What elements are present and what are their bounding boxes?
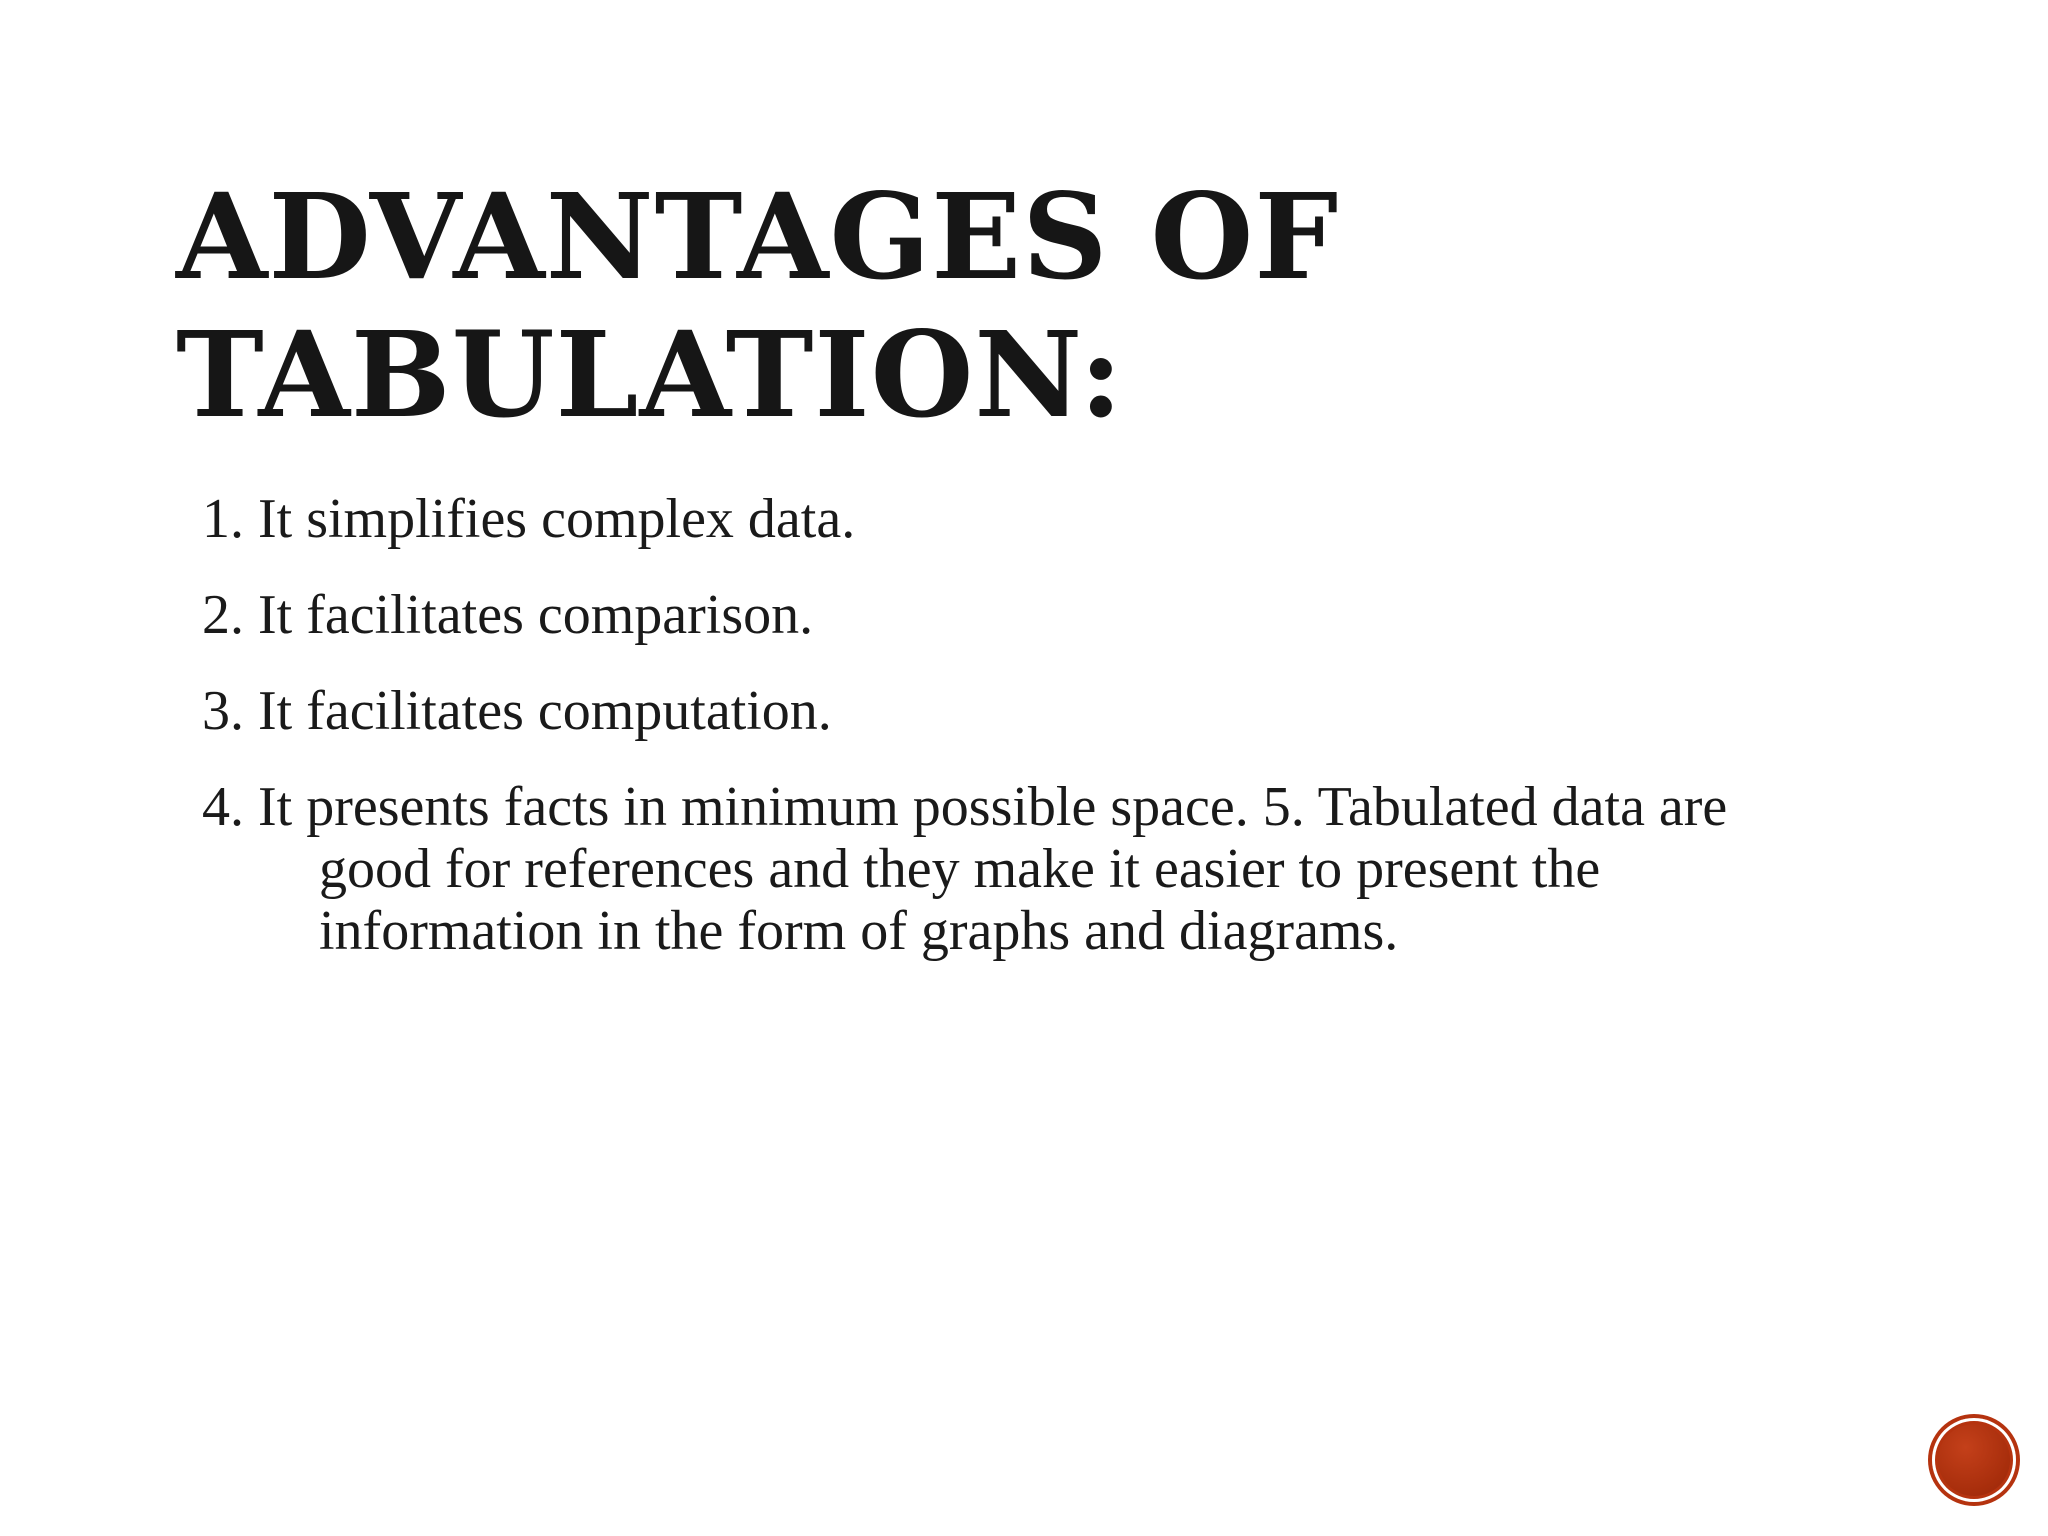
circle-button-icon[interactable] <box>1932 1418 2016 1502</box>
list-item: 4. It presents facts in minimum possible space. 5. Tabulated data are good for references and they make it easier to present the information in the form of graphs and diagrams. <box>202 776 1728 962</box>
list-item: 2. It facilitates comparison. <box>202 584 814 646</box>
slide-title-line-1: ADVANTAGES OF <box>176 167 1340 306</box>
slide-title <box>176 168 1476 444</box>
list-item: 3. It facilitates computation. <box>202 680 832 742</box>
advantages-list <box>202 488 1822 996</box>
list-item: 1. It simplifies complex data. <box>202 488 856 550</box>
slide-title-line-2: TABULATION: <box>176 305 1124 444</box>
